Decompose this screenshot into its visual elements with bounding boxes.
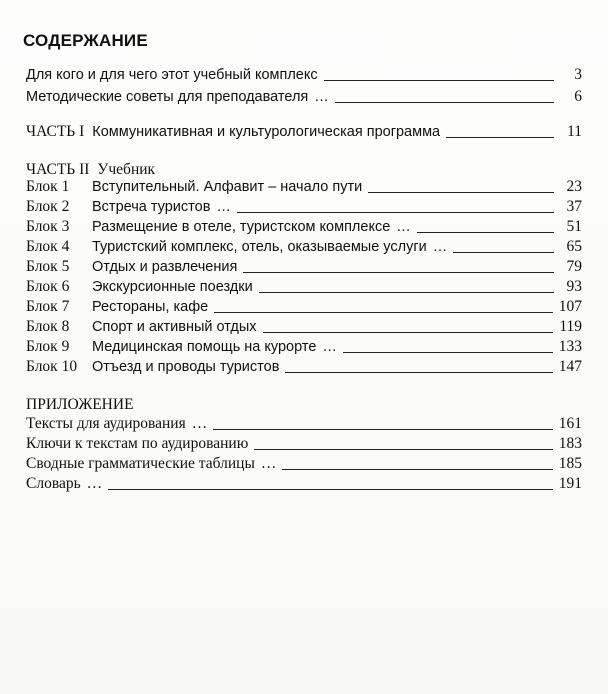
toc-entry-block-10 (26, 357, 582, 377)
entry-title: Медицинская помощь на курорте (92, 339, 317, 355)
entry-page: 37 (566, 198, 582, 215)
dot-leader (368, 192, 554, 193)
entry-page: 6 (574, 88, 582, 105)
entry-page: 191 (558, 475, 582, 492)
toc-entry-part1 (26, 122, 582, 142)
dot-leader (417, 232, 554, 233)
entry-title: Отдых и развлечения (92, 259, 238, 275)
dot-leader (453, 252, 554, 253)
toc-heading: СОДЕРЖАНИЕ (23, 31, 148, 50)
entry-ellipsis: … (191, 415, 208, 432)
entry-title: Тексты для аудирования (26, 415, 186, 432)
toc-entry-intro-1 (26, 65, 582, 85)
entry-title: Рестораны, кафе (92, 299, 209, 315)
dot-leader (324, 80, 554, 81)
entry-title: Вступительный. Алфавит – начало пути (92, 179, 363, 195)
toc-entry-block-1 (26, 177, 582, 197)
entry-title: Туристский комплекс, отель, оказываемые услуги (92, 239, 427, 255)
entry-ellipsis: … (396, 219, 411, 235)
toc-entry-appendix-3 (26, 454, 582, 474)
appendix-header: ПРИЛОЖЕНИЕ (26, 396, 134, 413)
entry-page: 119 (559, 318, 582, 335)
toc-entry-block-4 (26, 237, 582, 257)
dot-leader (259, 292, 554, 293)
entry-title: Отъезд и проводы туристов (92, 359, 280, 375)
entry-page: 147 (558, 358, 582, 375)
dot-leader (214, 312, 553, 313)
entry-title: Сводные грамматические таблицы (26, 455, 255, 472)
part-subtitle: Учебник (97, 161, 156, 178)
dot-leader (108, 489, 553, 490)
toc-entry-block-8 (26, 317, 582, 337)
dot-leader (213, 429, 553, 430)
entry-page: 23 (566, 178, 582, 195)
dot-leader (446, 137, 554, 138)
entry-title: Методические советы для преподавателя (26, 89, 309, 105)
block-label: Блок 8 (26, 318, 70, 335)
block-label: Блок 9 (26, 338, 70, 355)
entry-ellipsis: … (314, 89, 329, 105)
dot-leader (343, 352, 553, 353)
entry-title: Размещение в отеле, туристском комплексе (92, 219, 391, 235)
block-label: Блок 2 (26, 198, 70, 215)
entry-page: 79 (566, 258, 582, 275)
entry-page: 107 (558, 298, 582, 315)
entry-title: Коммуникативная и культурологическая программа (92, 124, 441, 140)
toc-entry-appendix-2 (26, 434, 582, 454)
entry-page: 93 (566, 278, 582, 295)
toc-entry-block-2 (26, 197, 582, 217)
entry-ellipsis: … (216, 199, 231, 215)
toc-entry-appendix-4 (26, 474, 582, 494)
entry-page: 3 (574, 66, 582, 83)
entry-page: 65 (566, 238, 582, 255)
entry-page: 11 (567, 123, 582, 140)
dot-leader (335, 102, 554, 103)
entry-title: Встреча туристов (92, 199, 211, 215)
block-label: Блок 1 (26, 178, 70, 195)
dot-leader (285, 372, 552, 373)
dot-leader (237, 212, 554, 213)
block-label: Блок 7 (26, 298, 70, 315)
part-label: ЧАСТЬ II (26, 161, 90, 178)
entry-title: Экскурсионные поездки (92, 279, 253, 295)
dot-leader (282, 469, 552, 470)
entry-page: 133 (558, 338, 582, 355)
entry-title: Ключи к текстам по аудированию (26, 435, 249, 452)
toc-entry-block-3 (26, 217, 582, 237)
toc-entry-block-5 (26, 257, 582, 277)
entry-ellipsis: … (260, 455, 277, 472)
dot-leader (263, 332, 554, 333)
block-label: Блок 4 (26, 238, 70, 255)
entry-title: Спорт и активный отдых (92, 319, 257, 335)
entry-title: Словарь (26, 475, 81, 492)
entry-ellipsis: … (86, 475, 103, 492)
toc-entry-intro-2 (26, 87, 582, 107)
block-label: Блок 3 (26, 218, 70, 235)
dot-leader (254, 449, 552, 450)
entry-page: 161 (558, 415, 582, 432)
block-label: Блок 5 (26, 258, 70, 275)
block-label: Блок 6 (26, 278, 70, 295)
toc-entry-block-6 (26, 277, 582, 297)
toc-entry-appendix-1 (26, 414, 582, 434)
entry-ellipsis: … (322, 339, 337, 355)
entry-title: Для кого и для чего этот учебный комплекс (26, 67, 318, 83)
entry-page: 183 (558, 435, 582, 452)
entry-page: 185 (558, 455, 582, 472)
dot-leader (243, 272, 554, 273)
entry-page: 51 (566, 218, 582, 235)
part-label: ЧАСТЬ I (26, 123, 85, 140)
block-label: Блок 10 (26, 358, 78, 375)
entry-ellipsis: … (432, 239, 448, 255)
toc-entry-block-9 (26, 337, 582, 357)
toc-entry-block-7 (26, 297, 582, 317)
